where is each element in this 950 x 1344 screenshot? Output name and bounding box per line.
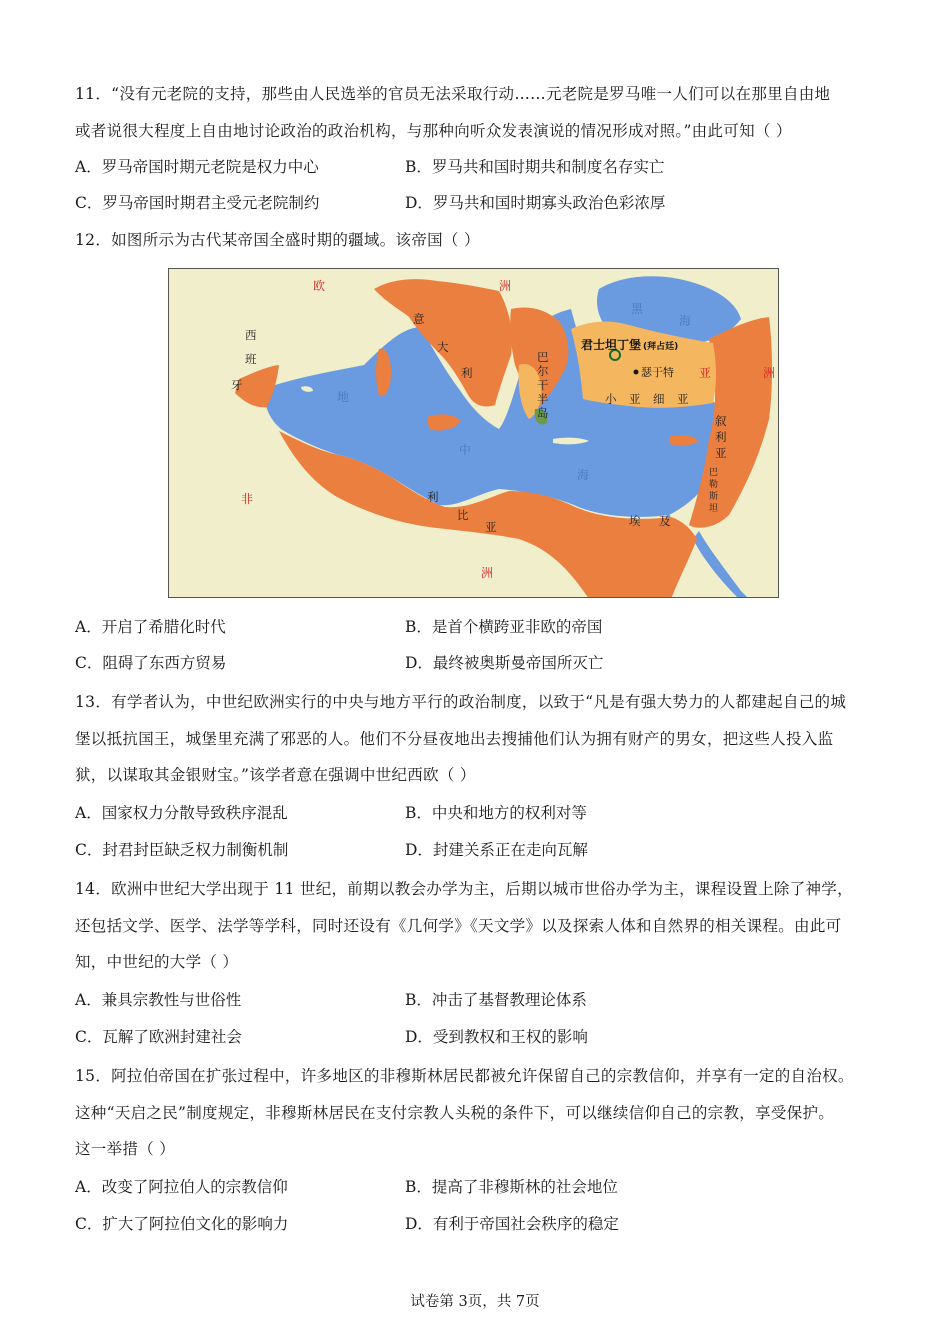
option-a[interactable]: A．兼具宗教性与世俗性 (75, 991, 242, 1009)
question-11-options-row-1 (75, 152, 887, 182)
question-15-options-row-1 (75, 1172, 887, 1202)
question-line: 14．欧洲中世纪大学出现于 11 世纪，前期以教会办学为主，后期以城市世俗办学为主，课程设置上除了神学， (75, 880, 853, 898)
question-line: 堡以抵抗国王，城堡里充满了邪恶的人。他们不分昼夜地出去搜捕他们认为拥有财产的男女，把这些人投入监 (75, 729, 834, 748)
map-label-balkan: 岛 (537, 406, 549, 420)
empire-map (168, 268, 779, 598)
map-label-spain: 西 (245, 328, 257, 342)
question-13-options-row-2 (75, 835, 887, 865)
option-c[interactable]: C．罗马帝国时期君主受元老院制约 (75, 194, 320, 212)
map-label-asia-minor: 小 (605, 392, 617, 406)
question-12-options-row-2 (75, 648, 887, 678)
map-label-libya: 利 (427, 490, 439, 504)
map-label-africa: 非 (241, 492, 254, 506)
question-line: 或者说很大程度上自由地讨论政治的政治机构，与那种向听众发表演说的情况形成对照。”由此可知（ ） (75, 121, 792, 140)
map-label-black-sea: 黑 (631, 302, 644, 316)
map-label-syria: 利 (715, 430, 727, 444)
map-label-palestine: 巴 (709, 468, 719, 478)
question-14-options-row-1 (75, 985, 887, 1015)
question-line: 还包括文学、医学、法学等学科，同时还设有《几何学》《天文学》以及探索人体和自然界的相关课程。由此可 (75, 916, 842, 935)
map-label-asia-minor: 亚 (677, 392, 689, 406)
map-label-asia-minor: 亚 (629, 392, 641, 406)
option-a[interactable]: A．改变了阿拉伯人的宗教信仰 (75, 1178, 288, 1196)
question-15-options-row-2 (75, 1209, 887, 1239)
map-label-black-sea: 海 (679, 314, 692, 328)
option-d[interactable]: D．封建关系正在走向瓦解 (405, 841, 588, 859)
question-12-options-row-1 (75, 612, 887, 642)
map-label-libya: 比 (457, 508, 469, 522)
map-label-balkan: 干 (537, 378, 549, 392)
question-15-stem (75, 1058, 887, 1168)
map-label-europe: 欧 (313, 279, 326, 293)
option-d[interactable]: D．有利于帝国社会秩序的稳定 (405, 1215, 619, 1233)
question-11-stem (75, 76, 887, 149)
question-line: 狱，以谋取其金银财宝。”该学者意在强调中世纪西欧（ ） (75, 766, 476, 784)
question-14-stem (75, 871, 887, 981)
map-label-sea: 地 (337, 390, 350, 404)
question-12-stem (75, 222, 887, 259)
map-label-palestine: 坦 (709, 504, 719, 514)
map-label-byzantium: (拜占廷) (643, 342, 679, 352)
map-label-europe: 洲 (499, 279, 512, 293)
map-label-spain: 牙 (231, 378, 243, 392)
question-line: 13．有学者认为，中世纪欧洲实行的中央与地方平行的政治制度，以致于“凡是有强大势力的人都建起自己的城 (75, 693, 847, 711)
map-label-italy: 意 (413, 312, 425, 326)
option-a[interactable]: A．国家权力分散导致秩序混乱 (75, 804, 288, 822)
question-line: 15．阿拉伯帝国在扩张过程中，许多地区的非穆斯林居民都被允许保留自己的宗教信仰，并享有一定的自治权。 (75, 1067, 854, 1085)
map-label-asia: 洲 (763, 366, 776, 380)
map-label-italy: 大 (437, 340, 449, 354)
option-c[interactable]: C．阻碍了东西方贸易 (75, 654, 227, 672)
ephesus-marker (634, 370, 639, 375)
map-label-balkan: 半 (537, 392, 549, 406)
map-label-palestine: 勒 (709, 480, 719, 490)
option-b[interactable]: B．中央和地方的权利对等 (405, 804, 587, 822)
map-label-syria: 亚 (715, 446, 727, 460)
map-label-egypt: 及 (659, 514, 671, 528)
question-13-options-row-1 (75, 798, 887, 828)
option-a[interactable]: A．罗马帝国时期元老院是权力中心 (75, 158, 319, 176)
map-label-spain: 班 (245, 352, 257, 366)
option-c[interactable]: C．瓦解了欧洲封建社会 (75, 1028, 242, 1046)
map-label-egypt: 埃 (629, 514, 641, 528)
map-label-sea: 中 (459, 443, 472, 457)
map-label-balkan: 巴 (537, 350, 549, 364)
option-c[interactable]: C．封君封臣缺乏权力制衡机制 (75, 841, 289, 859)
option-d[interactable]: D．最终被奥斯曼帝国所灭亡 (405, 654, 604, 672)
map-label-city: 瑟于特 (641, 366, 674, 379)
question-line: 知，中世纪的大学（ ） (75, 953, 239, 971)
question-13-stem (75, 684, 887, 794)
question-11-options-row-2 (75, 188, 887, 218)
map-label-asia: 亚 (699, 366, 712, 380)
option-c[interactable]: C．扩大了阿拉伯文化的影响力 (75, 1215, 289, 1233)
option-b[interactable]: B．提高了非穆斯林的社会地位 (405, 1178, 618, 1196)
map-label-constantinople: 君士坦丁堡 (581, 338, 642, 352)
map-label-palestine: 斯 (709, 492, 719, 502)
question-line: 这一举措（ ） (75, 1140, 176, 1158)
question-line: 11．“没有元老院的支持，那些由人民选举的官员无法采取行动……元老院是罗马唯一人们可以在那里自由地 (75, 85, 831, 103)
option-b[interactable]: B．是首个横跨亚非欧的帝国 (405, 618, 603, 636)
option-d[interactable]: D．罗马共和国时期寡头政治色彩浓厚 (405, 194, 666, 212)
question-14-options-row-2 (75, 1022, 887, 1052)
page-footer: 试卷第 3页，共 7页 (410, 1294, 540, 1310)
option-b[interactable]: B．罗马共和国时期共和制度名存实亡 (405, 158, 665, 176)
map-label-sea: 海 (577, 468, 590, 482)
map-label-italy: 利 (461, 366, 473, 380)
option-d[interactable]: D．受到教权和王权的影响 (405, 1028, 588, 1046)
option-a[interactable]: A．开启了希腊化时代 (75, 618, 226, 636)
map-label-africa: 洲 (481, 566, 494, 580)
map-label-asia-minor: 细 (653, 392, 665, 406)
map-label-libya: 亚 (485, 520, 497, 534)
question-line: 12．如图所示为古代某帝国全盛时期的疆域。该帝国（ ） (75, 231, 480, 249)
map-label-balkan: 尔 (537, 364, 549, 378)
option-b[interactable]: B．冲击了基督教理论体系 (405, 991, 587, 1009)
question-line: 这种“天启之民”制度规定，非穆斯林居民在支付宗教人头税的条件下，可以继续信仰自己的宗教，享受保护。 (75, 1103, 835, 1122)
map-label-syria: 叙 (715, 414, 727, 428)
map-svg (169, 269, 779, 598)
